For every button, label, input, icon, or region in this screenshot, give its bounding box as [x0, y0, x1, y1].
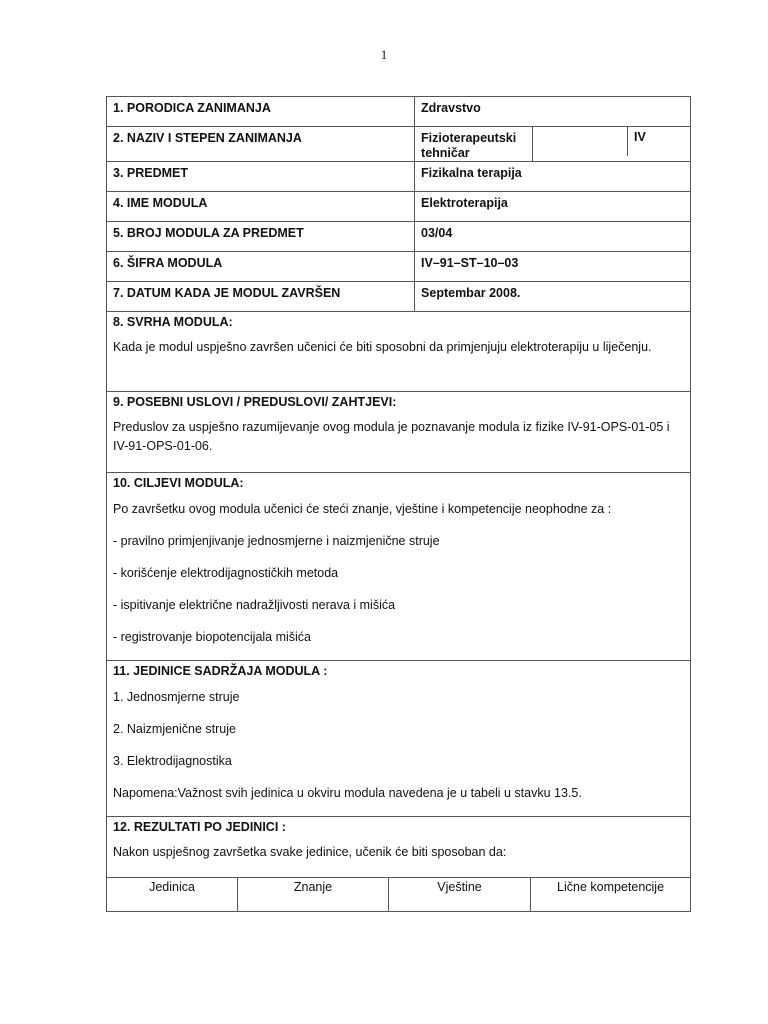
- row-label: 3. PREDMET: [107, 162, 415, 192]
- goal-item: - registrovanje biopotencijala mišića: [113, 630, 312, 644]
- row-label: 1. PORODICA ZANIMANJA: [107, 97, 415, 127]
- row-predmet: [107, 162, 691, 192]
- row-label: 4. IME MODULA: [107, 192, 415, 222]
- section-title: 8. SVRHA MODULA:: [113, 315, 233, 329]
- column-header: Znanje: [238, 878, 389, 912]
- section-intro: Po završetku ovog modula učenici će steći znanje, vještine i kompetencije neophodne za :: [113, 502, 612, 516]
- row-value: IV–91–ST–10–03: [415, 252, 691, 282]
- section-uslovi: [107, 392, 691, 473]
- section-rezultati: [107, 817, 691, 878]
- section-note: Napomena:Važnost svih jedinica u okviru modula navedena je u tabeli u stavku 13.5.: [113, 786, 582, 800]
- row-ime-modula: [107, 192, 691, 222]
- row-label: 6. ŠIFRA MODULA: [107, 252, 415, 282]
- section-text: Preduslov za uspješno razumijevanje ovog modula je poznavanje modula iz fizike IV-91-OPS-01-05 i IV-91-OPS-01-06.: [113, 420, 670, 453]
- level-value: IV: [634, 130, 646, 144]
- unit-item: 3. Elektrodijagnostika: [113, 754, 232, 768]
- row-label: 5. BROJ MODULA ZA PREDMET: [107, 222, 415, 252]
- results-header-row: [107, 878, 691, 912]
- row-value: Elektroterapija: [415, 192, 691, 222]
- row-broj-modula: [107, 222, 691, 252]
- unit-item: 2. Naizmjenične struje: [113, 722, 236, 736]
- section-text: Nakon uspješnog završetka svake jedinice, učenik će biti sposoban da:: [113, 845, 507, 859]
- column-header: Vještine: [389, 878, 531, 912]
- section-title: 11. JEDINICE SADRŽAJA MODULA :: [113, 664, 328, 678]
- goal-item: - ispitivanje električne nadražljivosti nerava i mišića: [113, 598, 396, 612]
- row-label: 2. NAZIV I STEPEN ZANIMANJA: [107, 127, 415, 162]
- section-title: 9. POSEBNI USLOVI / PREDUSLOVI/ ZAHTJEVI:: [113, 395, 397, 409]
- section-title: 10. CILJEVI MODULA:: [113, 476, 244, 490]
- goal-item: - korišćenje elektrodijagnostičkih metoda: [113, 566, 339, 580]
- row-sifra: [107, 252, 691, 282]
- row-porodica: [107, 97, 691, 127]
- row-value: 03/04: [415, 222, 691, 252]
- row-label: 7. DATUM KADA JE MODUL ZAVRŠEN: [107, 282, 415, 312]
- row-value: Fizioterapeutski tehničar: [415, 127, 533, 162]
- row-value: Fizikalna terapija: [415, 162, 691, 192]
- section-ciljevi: [107, 473, 691, 661]
- module-table: [106, 96, 691, 912]
- level-cell: [627, 126, 690, 156]
- section-text: Kada je modul uspješno završen učenici će biti sposobni da primjenjuju elektroterapiju u liječenju.: [113, 340, 652, 354]
- row-value: Septembar 2008.: [415, 282, 691, 312]
- row-naziv: [107, 127, 691, 162]
- column-header: Jedinica: [107, 878, 238, 912]
- section-jedinice: [107, 661, 691, 817]
- row-datum: [107, 282, 691, 312]
- section-svrha: [107, 312, 691, 392]
- page-number: 1: [380, 47, 388, 62]
- goal-item: - pravilno primjenjivanje jednosmjerne i naizmjenične struje: [113, 534, 440, 548]
- row-value: Zdravstvo: [415, 97, 691, 127]
- unit-item: 1. Jednosmjerne struje: [113, 690, 240, 704]
- column-header: Lične kompetencije: [531, 878, 691, 912]
- section-title: 12. REZULTATI PO JEDINICI :: [113, 820, 286, 834]
